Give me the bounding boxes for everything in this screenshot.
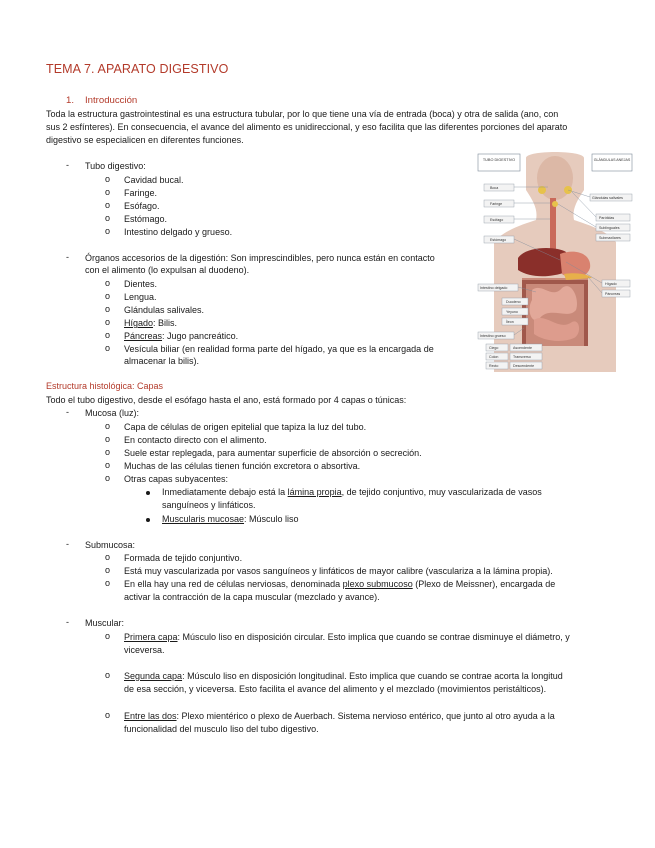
muscular-label: Muscular: [85, 618, 125, 628]
dash-bullet: - [66, 160, 69, 170]
circle-bullet: o [105, 460, 111, 470]
text-run: Inmediatamente debajo está la [162, 487, 288, 497]
section-number: 1. [66, 95, 75, 106]
underlined-term: Muscularis mucosae [162, 514, 245, 524]
circle-bullet: o [105, 200, 111, 210]
circle-bullet: o [105, 174, 111, 184]
section-title: Introducción [85, 95, 138, 106]
figure-label: Colon [489, 355, 499, 359]
figure-label: Páncreas [605, 292, 621, 296]
accesorio-dientes: Dientes. [124, 279, 158, 289]
figure-label: Esófago [490, 218, 504, 222]
term-description: : Bilis. [153, 318, 178, 328]
circle-bullet: o [105, 434, 111, 444]
accesorios-label-1: Órganos accesorios de la digestión: Son imprescindibles, pero nunca están en contacto [85, 253, 435, 263]
accesorio-pancreas [124, 330, 238, 343]
circle-bullet: o [105, 670, 111, 680]
figure-label: Intestino delgado [480, 286, 508, 290]
circle-bullet: o [105, 291, 111, 301]
underlined-term: lámina propia [287, 487, 342, 497]
mucosa-item: Suele estar replegada, para aumentar superficie de absorción o secreción. [124, 448, 422, 458]
term-description: : Jugo pancreático. [162, 331, 239, 341]
dot-bullet [146, 491, 150, 495]
mucosa-item: Capa de células de origen epitelial que tapiza la luz del tubo. [124, 422, 367, 432]
tubo-item: Estómago. [124, 214, 168, 224]
tubo-item: Faringe. [124, 188, 158, 198]
text-run: : Músculo liso en disposición longitudinal. Esto implica que cuando se contrae acorta la longitud [182, 671, 563, 681]
circle-bullet: o [105, 343, 111, 353]
submucosa-item-plexo [124, 578, 555, 591]
page-title: TEMA 7. APARATO DIGESTIVO [46, 62, 229, 76]
muscular-primera-capa-cont: viceversa. [124, 645, 165, 655]
accesorios-label-2: con el alimento (lo expulsan al duodeno). [85, 265, 250, 275]
circle-bullet: o [105, 213, 111, 223]
section-heading-introduccion [66, 95, 137, 106]
submucosa-label: Submucosa: [85, 540, 136, 550]
figure-label: Parótidas [599, 216, 615, 220]
figure-label: Sublinguales [599, 226, 620, 230]
figure-label: Descendente [513, 364, 535, 368]
circle-bullet: o [105, 421, 111, 431]
underlined-term: Primera capa [124, 632, 178, 642]
figure-label: Ciego [489, 346, 499, 350]
circle-bullet: o [105, 631, 111, 641]
tubo-label: Tubo digestivo: [85, 161, 146, 171]
figure-label: Estómago [490, 238, 507, 242]
figure-label: Boca [490, 186, 499, 190]
mucosa-sub-lamina-propia-cont: sanguíneos y linfáticos. [162, 500, 256, 510]
circle-bullet: o [105, 330, 111, 340]
accesorio-lengua: Lengua. [124, 292, 157, 302]
text-run: (Plexo de Meissner), encargada de [412, 579, 556, 589]
figure-label: Yeyuno [506, 310, 518, 314]
figure-label: Intestino grueso [480, 334, 506, 338]
circle-bullet: o [105, 447, 111, 457]
accesorio-glandulas: Glándulas salivales. [124, 305, 205, 315]
figure-label: Hígado [605, 282, 617, 286]
circle-bullet: o [105, 187, 111, 197]
figure-label: Ascendente [513, 346, 532, 350]
circle-bullet: o [105, 578, 111, 588]
circle-bullet: o [105, 278, 111, 288]
mucosa-item: Otras capas subyacentes: [124, 474, 229, 484]
mucosa-item: En contacto directo con el alimento. [124, 435, 267, 445]
tubo-item: Intestino delgado y grueso. [124, 227, 233, 237]
figure-header-glandulas: GLÁNDULAS ANEJAS [593, 158, 631, 162]
muscular-entre-las-dos-cont: funcionalidad del musculo liso del tubo digestivo. [124, 724, 319, 734]
dash-bullet: - [66, 252, 69, 262]
tubo-item: Esófago. [124, 201, 160, 211]
intro-line-2: sus 2 esfínteres). En consecuencia, el avance del alimento es unidireccional, y eso facilita que las diferentes porciones del aparato [46, 122, 568, 132]
text-run: : Músculo liso [244, 514, 299, 524]
muscular-primera-capa [124, 631, 570, 644]
mucosa-sub-muscularis [162, 513, 299, 526]
submucosa-item-plexo-cont: activar la contracción de la capa muscular (mezclado y avance). [124, 592, 380, 602]
section-heading-histologica: Estructura histológica: Capas [46, 381, 164, 391]
hist-intro: Todo el tubo digestivo, desde el esófago hasta el ano, está formado por 4 capas o túnicas: [46, 395, 407, 405]
circle-bullet: o [105, 565, 111, 575]
underlined-term: Segunda capa [124, 671, 183, 681]
submucosa-item: Formada de tejido conjuntivo. [124, 553, 243, 563]
figure-label: Duodeno [506, 300, 521, 304]
circle-bullet: o [105, 226, 111, 236]
intro-line-1: Toda la estructura gastrointestinal es una estructura tubular, por lo que tiene una vía de entrada (boca) y otra de salida (ano, con [46, 109, 559, 119]
mucosa-item: Muchas de las células tienen función excretora o absortiva. [124, 461, 361, 471]
figure-label: Transverso [513, 355, 531, 359]
circle-bullet: o [105, 304, 111, 314]
text-run: : Músculo liso en disposición circular. Esto implica que cuando se contrae disminuye el diámetro, y [177, 632, 570, 642]
accesorio-higado [124, 317, 177, 330]
figure-label: Íleon [506, 320, 514, 324]
underlined-term: Entre las dos [124, 711, 177, 721]
accesorio-vesicula-1: Vesícula biliar (en realidad forma parte del hígado, ya que es la encargada de [124, 344, 434, 354]
underlined-term: Hígado [124, 318, 154, 328]
underlined-term: plexo submucoso [342, 579, 413, 589]
dash-bullet: - [66, 407, 69, 417]
muscular-entre-las-dos [124, 710, 555, 723]
circle-bullet: o [105, 552, 111, 562]
underlined-term: Páncreas [124, 331, 163, 341]
dash-bullet: - [66, 539, 69, 549]
figure-label: Recto [489, 364, 499, 368]
circle-bullet: o [105, 473, 111, 483]
circle-bullet: o [105, 317, 111, 327]
dash-bullet: - [66, 617, 69, 627]
figure-header-tubo: TUBO DIGESTIVO [482, 158, 516, 162]
circle-bullet: o [105, 710, 111, 720]
tubo-item: Cavidad bucal. [124, 175, 184, 185]
text-run: , de tejido conjuntivo, muy vascularizada de vasos [341, 487, 542, 497]
text-run: En ella hay una red de células nerviosas, denominada [124, 579, 343, 589]
text-run: : Plexo mientérico o plexo de Auerbach. Sistema nervioso entérico, que junto al otro ayuda a la [176, 711, 555, 721]
figure-label: Submaxilares [599, 236, 621, 240]
figure-label: Glándulas salivales [592, 196, 623, 200]
figure-label: Faringe [490, 202, 503, 206]
digestive-system-illustration [476, 150, 634, 372]
dot-bullet [146, 518, 150, 522]
mucosa-label: Mucosa (luz): [85, 408, 140, 418]
intro-line-3: digestivo se especialicen en diferentes funciones. [46, 135, 244, 145]
muscular-segunda-capa-cont: de esa sección, y viceversa. Esto facilita el avance del alimento y el mezclado (movimientos peristálticos). [124, 684, 547, 694]
accesorio-vesicula-2: almacenar la bilis). [124, 356, 200, 366]
submucosa-item: Está muy vascularizada por vasos sanguíneos y linfáticos de mayor calibre (vasculariza a la lámina propia). [124, 566, 553, 576]
mucosa-sub-lamina-propia [162, 486, 542, 499]
muscular-segunda-capa [124, 670, 563, 683]
